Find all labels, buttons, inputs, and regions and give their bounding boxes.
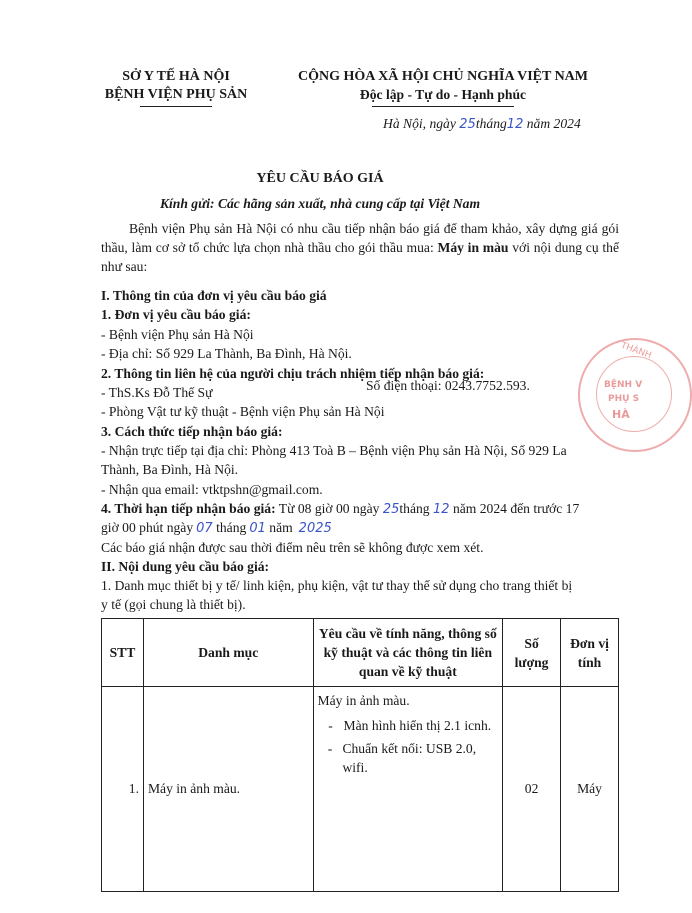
stamp-l1: BỆNH V (604, 380, 643, 390)
stamp-l2: PHỤ S (608, 394, 640, 404)
red-stamp (578, 338, 692, 452)
s1-line2: - Địa chỉ: Số 929 La Thành, Ba Đình, Hà Nội. (101, 346, 352, 361)
s4-c: năm 2024 đến trước 17 (452, 501, 580, 516)
s4-month1: 12 (432, 502, 450, 517)
s4-f: năm (269, 520, 293, 535)
th-spec: Yêu cầu về tính năng, thông số kỹ thuật và các thông tin liên quan về kỹ thuật (313, 619, 503, 687)
intro-tail: với nội dung cụ thể như sau: (101, 240, 619, 274)
s2-phone: Số điện thoại: 0243.7752.593. (366, 378, 530, 393)
s4-line1 (101, 501, 579, 517)
intro-bold: Máy in màu (437, 240, 509, 255)
date-year: năm 2024 (526, 116, 581, 131)
date-line (383, 116, 581, 132)
s4-a: Từ 08 giờ 00 ngày (278, 501, 380, 516)
row1-unit: Máy (561, 687, 619, 892)
row1-spec-b1-text: Màn hình hiển thị 2.1 icnh. (343, 718, 492, 733)
th-unit: Đơn vị tính (561, 619, 619, 687)
stamp-ring-text: THÀNH (619, 340, 653, 362)
s4-note: Các báo giá nhận được sau thời điểm nêu trên sẽ không được xem xét. (101, 540, 484, 555)
row1-spec-title: Máy in ảnh màu. (317, 693, 410, 708)
th-stt: STT (102, 619, 144, 687)
s4-d: giờ 00 phút ngày (101, 520, 194, 535)
s2-person: - ThS.Ks Đỗ Thế Sự (101, 385, 213, 400)
table-header-row (102, 619, 619, 687)
row1-spec (313, 687, 503, 892)
date-month: 12 (506, 117, 524, 132)
intro-text: Bệnh viện Phụ sản Hà Nội có nhu cầu tiếp nhận báo giá để tham khảo, xây dựng giá gói thầu, làm cơ sở tổ chức lựa chọn nhà thầu cho gói thầu mua: (101, 221, 619, 255)
date-prefix: Hà Nội, ngày (383, 116, 456, 131)
s4-day2: 07 (196, 521, 213, 536)
intro-paragraph (101, 219, 619, 276)
motto-underline (372, 106, 514, 107)
s4-day1: 25 (382, 502, 400, 517)
s2-title: 2. Thông tin liên hệ của người chịu trách nhiệm tiếp nhận báo giá: (101, 366, 485, 381)
section2-title: II. Nội dung yêu cầu báo giá: (101, 559, 270, 574)
row1-item: Máy in ảnh màu. (143, 687, 313, 892)
s4-b: tháng (399, 501, 430, 516)
th-qty: Số lượng (503, 619, 561, 687)
section1-title: I. Thông tin của đơn vị yêu cầu báo giá (101, 288, 327, 303)
s3-line1: - Nhận trực tiếp tại địa chỉ: Phòng 413 Toà B – Bệnh viện Phụ sản Hà Nội, Số 929 La (101, 443, 567, 458)
org-line1: SỞ Y TẾ HÀ NỘI (122, 69, 230, 84)
s4-title: 4. Thời hạn tiếp nhận báo giá: (101, 501, 276, 516)
row1-qty: 02 (503, 687, 561, 892)
s4-line2 (101, 520, 332, 536)
org-line2: BỆNH VIỆN PHỤ SẢN (104, 87, 248, 102)
addressee: Kính gửi: Các hãng sản xuất, nhà cung cấp tại Việt Nam (159, 196, 481, 211)
s4-year2: 2025 (298, 521, 332, 536)
nation-motto: Độc lập - Tự do - Hạnh phúc (359, 87, 527, 102)
row1-stt: 1. (102, 687, 144, 892)
s2-dept: - Phòng Vật tư kỹ thuật - Bệnh viện Phụ sản Hà Nội (101, 404, 385, 419)
s1-line1: - Bệnh viện Phụ sản Hà Nội (101, 327, 254, 342)
bullet-dash: - (328, 718, 333, 733)
date-month-label: tháng (475, 116, 507, 131)
s3-line2: Thành, Ba Đình, Hà Nội. (101, 462, 239, 477)
stamp-l3: HÀ (612, 408, 630, 421)
section2-line1: 1. Danh mục thiết bị y tế/ linh kiện, phụ kiện, vật tư thay thế sử dụng cho trang thiết bị (101, 578, 573, 593)
s1-title: 1. Đơn vị yêu cầu báo giá: (101, 307, 251, 322)
row1-spec-b2 (318, 739, 499, 777)
section2-line2: y tế (gọi chung là thiết bị). (101, 597, 246, 612)
bullet-dash: - (327, 741, 333, 756)
s4-month2: 01 (249, 521, 266, 536)
th-item: Danh mục (143, 619, 313, 687)
s3-title: 3. Cách thức tiếp nhận báo giá: (101, 424, 283, 439)
page-title: YÊU CẦU BÁO GIÁ (256, 171, 384, 186)
table-row (102, 687, 619, 892)
org-underline (140, 106, 212, 107)
s4-e: tháng (216, 520, 247, 535)
nation-title: CỘNG HÒA XÃ HỘI CHỦ NGHĨA VIỆT NAM (297, 69, 588, 84)
s3-line3: - Nhận qua email: vtktpshn@gmail.com. (101, 482, 323, 497)
items-table (101, 618, 619, 892)
row1-spec-b1 (318, 716, 499, 735)
date-day: 25 (459, 117, 476, 132)
row1-spec-b2-text: Chuẩn kết nối: USB 2.0, wifi. (342, 741, 477, 775)
